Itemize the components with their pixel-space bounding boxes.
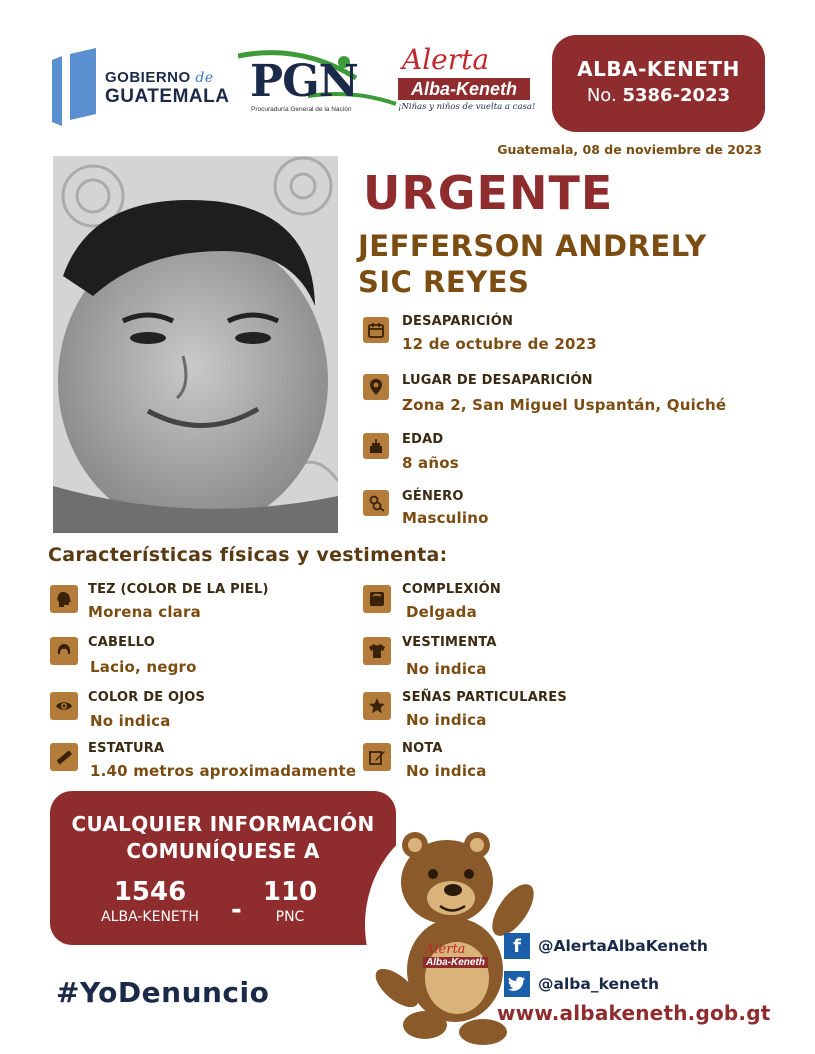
char-label-vestimenta: VESTIMENTA — [402, 635, 497, 650]
cake-icon — [363, 433, 389, 459]
location-pin-icon — [363, 374, 389, 400]
child-name-line1: JEFFERSON ANDRELY — [358, 229, 707, 263]
gob-line2: GUATEMALA — [105, 86, 230, 107]
fact-value-edad: 8 años — [402, 454, 459, 472]
fact-label-genero: GÉNERO — [402, 489, 464, 504]
contact-heading — [50, 811, 396, 865]
char-label-nota: NOTA — [402, 741, 443, 756]
char-value-vestimenta: No indica — [406, 660, 487, 678]
char-label-ojos: COLOR DE OJOS — [88, 690, 206, 705]
bear-badge-alerta: Alerta — [425, 942, 466, 957]
eye-icon — [50, 692, 78, 720]
fact-label-lugar: LUGAR DE DESAPARICIÓN — [402, 373, 593, 388]
scale-icon — [363, 585, 391, 613]
hashtag: #YoDenuncio — [56, 976, 270, 1009]
alerta-tagline: ¡Niñas y niños de vuelta a casa! — [398, 102, 536, 112]
facebook-icon[interactable]: f — [504, 933, 530, 959]
calendar-icon — [363, 317, 389, 343]
char-label-tez: TEZ (COLOR DE LA PIEL) — [88, 582, 269, 597]
char-value-tez: Morena clara — [88, 603, 201, 621]
phone-pnc-label: PNC — [275, 909, 305, 925]
fact-label-desaparicion: DESAPARICIÓN — [402, 314, 514, 329]
characteristics-heading: Características físicas y vestimenta: — [48, 544, 448, 566]
bear-badge-alba: Alba-Keneth — [423, 957, 488, 968]
char-label-complexion: COMPLEXIÓN — [402, 582, 502, 597]
hair-icon — [50, 637, 78, 665]
guatemala-flag-bars-logo — [52, 48, 98, 126]
note-edit-icon — [363, 743, 391, 771]
phone-alba-keneth-label: ALBA-KENETH — [101, 909, 199, 925]
char-label-cabello: CABELLO — [88, 635, 155, 650]
contact-line1: CUALQUIER INFORMACIÓN — [71, 812, 375, 836]
case-prefix: No. — [586, 85, 617, 106]
ruler-icon — [50, 743, 78, 771]
child-name-line2: SIC REYES — [358, 265, 530, 299]
case-title: ALBA-KENETH — [577, 57, 740, 81]
twitter-handle[interactable]: @alba_keneth — [538, 975, 659, 993]
missing-child-photo — [53, 156, 338, 533]
fact-value-desaparicion: 12 de octubre de 2023 — [402, 335, 597, 353]
twitter-icon[interactable] — [504, 971, 530, 997]
contact-line2: COMUNÍQUESE A — [126, 839, 320, 863]
char-label-senas: SEÑAS PARTICULARES — [402, 690, 567, 705]
website-link[interactable]: www.albakeneth.gob.gt — [497, 1001, 771, 1025]
char-value-nota: No indica — [406, 762, 487, 780]
head-profile-icon — [50, 585, 78, 613]
urgent-heading: URGENTE — [363, 166, 614, 220]
case-number: 5386-2023 — [622, 85, 731, 106]
star-icon — [363, 692, 391, 720]
gob-line1: GOBIERNO — [105, 69, 191, 86]
pgn-caption: Procuraduría General de la Nación — [251, 106, 352, 113]
phone-alba-keneth[interactable]: 1546 — [113, 877, 187, 907]
phone-separator: - — [231, 895, 242, 925]
char-value-complexion: Delgada — [406, 603, 477, 621]
alerta-logo-sub: Alba-Keneth — [398, 78, 530, 100]
fact-label-edad: EDAD — [402, 432, 444, 447]
gender-icon — [363, 490, 389, 516]
phone-pnc[interactable]: 110 — [262, 877, 318, 907]
char-value-senas: No indica — [406, 711, 487, 729]
pgn-logo-text: PGN — [250, 56, 358, 107]
case-number-badge — [552, 35, 765, 132]
char-value-ojos: No indica — [90, 712, 171, 730]
fact-value-lugar: Zona 2, San Miguel Uspantán, Quiché — [402, 396, 727, 414]
issue-date: Guatemala, 08 de noviembre de 2023 — [497, 142, 762, 157]
char-value-cabello: Lacio, negro — [90, 658, 197, 676]
contact-box — [50, 791, 396, 945]
char-label-estatura: ESTATURA — [88, 741, 165, 756]
child-name — [358, 228, 707, 300]
char-value-estatura: 1.40 metros aproximadamente — [90, 762, 357, 780]
fact-value-genero: Masculino — [402, 509, 489, 527]
gob-de: de — [195, 70, 214, 86]
facebook-handle[interactable]: @AlertaAlbaKeneth — [538, 937, 708, 955]
gobierno-guatemala-logo — [105, 70, 229, 106]
alerta-logo-title: Alerta — [402, 43, 490, 76]
shirt-icon — [363, 637, 391, 665]
